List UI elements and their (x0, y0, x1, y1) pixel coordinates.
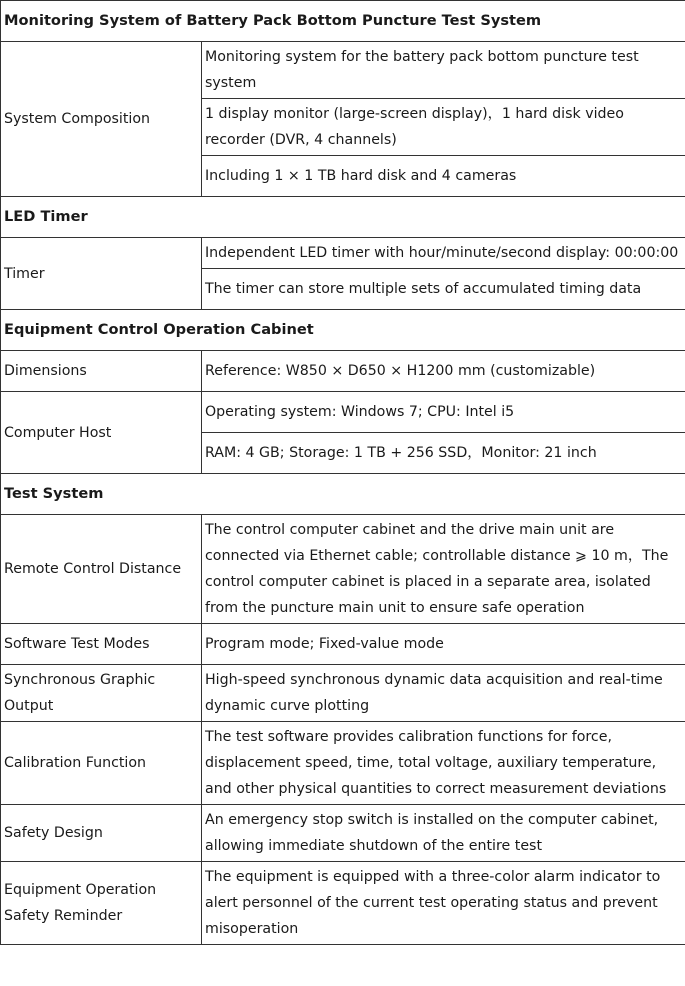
row-value: An emergency stop switch is installed on the computer cabinet, allowing immediate shutdown of the entire test (202, 805, 685, 862)
table-row (1, 665, 685, 722)
row-label: Software Test Modes (1, 624, 202, 665)
row-value: 1 display monitor (large-screen display)，1 hard disk video recorder (DVR, 4 channels) (202, 99, 685, 156)
row-label: Computer Host (1, 392, 202, 474)
table-row (1, 862, 685, 945)
section-header-row (1, 197, 685, 238)
row-value: Reference: W850 × D650 × H1200 mm (customizable) (202, 351, 685, 392)
table-row (1, 238, 685, 269)
row-value: Independent LED timer with hour/minute/second display: 00:00:00 (202, 238, 685, 269)
row-value: Monitoring system for the battery pack bottom puncture test system (202, 42, 685, 99)
row-value: The equipment is equipped with a three-color alarm indicator to alert personnel of the current test operating status and prevent misoperation (202, 862, 685, 945)
table-row (1, 42, 685, 99)
section-header-row (1, 474, 685, 515)
section-title: Monitoring System of Battery Pack Bottom Puncture Test System (1, 1, 685, 42)
row-label: System Composition (1, 42, 202, 197)
row-value: The test software provides calibration functions for force, displacement speed, time, total voltage, auxiliary temperature, and other physical quantities to correct measurement deviations (202, 722, 685, 805)
section-title: Test System (1, 474, 685, 515)
row-label: Timer (1, 238, 202, 310)
section-title: LED Timer (1, 197, 685, 238)
section-header-row (1, 310, 685, 351)
row-value: The timer can store multiple sets of accumulated timing data (202, 269, 685, 310)
row-value: Program mode; Fixed-value mode (202, 624, 685, 665)
row-value: RAM: 4 GB; Storage: 1 TB + 256 SSD，Monitor: 21 inch (202, 433, 685, 474)
row-value: Including 1 × 1 TB hard disk and 4 cameras (202, 156, 685, 197)
row-label: Calibration Function (1, 722, 202, 805)
table-row (1, 805, 685, 862)
row-label: Safety Design (1, 805, 202, 862)
row-label: Remote Control Distance (1, 515, 202, 624)
row-label: Equipment Operation Safety Reminder (1, 862, 202, 945)
row-value: Operating system: Windows 7; CPU: Intel i5 (202, 392, 685, 433)
table-row (1, 515, 685, 624)
row-label: Synchronous Graphic Output (1, 665, 202, 722)
row-label: Dimensions (1, 351, 202, 392)
row-value: The control computer cabinet and the drive main unit are connected via Ethernet cable; controllable distance ⩾ 10 m，The control computer cabinet is placed in a separate area, isolated from the puncture main unit to ensure safe operation (202, 515, 685, 624)
row-value: High-speed synchronous dynamic data acquisition and real-time dynamic curve plotting (202, 665, 685, 722)
table-row (1, 624, 685, 665)
table-row (1, 392, 685, 433)
table-row (1, 351, 685, 392)
table-row (1, 722, 685, 805)
section-header-row (1, 1, 685, 42)
section-title: Equipment Control Operation Cabinet (1, 310, 685, 351)
